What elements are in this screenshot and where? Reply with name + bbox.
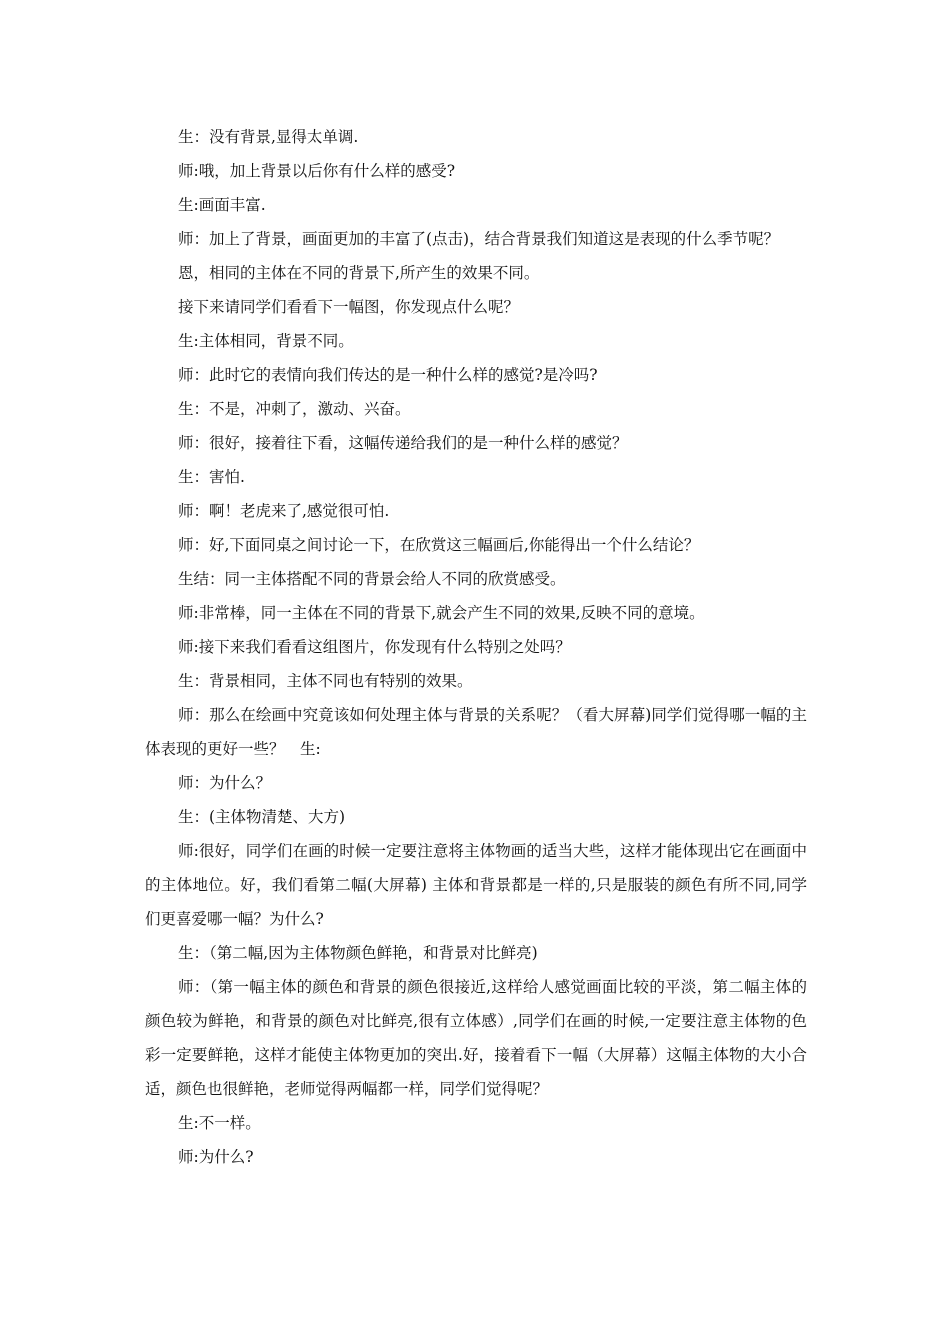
paragraph: 生:不一样。	[178, 1114, 261, 1132]
paragraph: 师:非常棒，同一主体在不同的背景下,就会产生不同的效果,反映不同的意境。	[178, 604, 705, 622]
paragraph: 生结：同一主体搭配不同的背景会给人不同的欣赏感受。	[178, 570, 566, 588]
paragraph: 生：害怕.	[178, 468, 245, 486]
paragraph: 师：此时它的表情向我们传达的是一种什么样的感觉?是冷吗?	[178, 366, 598, 384]
paragraph: 师:哦，加上背景以后你有什么样的感受?	[178, 162, 456, 180]
paragraph: 师：（第一幅主体的颜色和背景的颜色很接近,这样给人感觉画面比较的平淡，第二幅主体的颜色较为鲜艳，和背景的颜色对比鲜亮,很有立体感）,同学们在画的时候,一定要注意主体物的色彩一定要鲜艳，这样才能使主体物更加的突出.好，接着看下一幅（大屏幕）这幅主体物的大小合适，颜色也很鲜艳，老师觉得两幅都一样，同学们觉得呢？	[145, 978, 807, 1098]
paragraph: 师:很好，同学们在画的时候一定要注意将主体物画的适当大些，这样才能体现出它在画面中的主体地位。好，我们看第二幅(大屏幕) 主体和背景都是一样的,只是服装的颜色有所不同,同学们更喜爱哪一幅？为什么?	[145, 842, 807, 928]
paragraph: 师:接下来我们看看这组图片，你发现有什么特别之处吗？	[178, 638, 571, 656]
paragraph: 生：背景相同，主体不同也有特别的效果。	[178, 672, 473, 690]
paragraph: 师：很好，接着往下看，这幅传递给我们的是一种什么样的感觉？	[178, 434, 628, 452]
paragraph: 师：那么在绘画中究竟该如何处理主体与背景的关系呢？（看大屏幕)同学们觉得哪一幅的主体表现的更好一些？ 生:	[145, 706, 807, 758]
paragraph: 师：为什么？	[178, 774, 272, 792]
paragraph: 师：啊！老虎来了,感觉很可怕.	[178, 502, 390, 520]
paragraph: 生：（第二幅,因为主体物颜色鲜艳，和背景对比鲜亮)	[178, 944, 538, 962]
paragraph: 生：不是，冲刺了，激动、兴奋。	[178, 400, 411, 418]
paragraph: 生：没有背景,显得太单调.	[178, 128, 359, 146]
paragraph: 生：(主体物清楚、大方)	[178, 808, 346, 826]
paragraph: 接下来请同学们看看下一幅图，你发现点什么呢？	[178, 298, 520, 316]
paragraph: 师：加上了背景，画面更加的丰富了(点击)，结合背景我们知道这是表现的什么季节呢？	[178, 230, 780, 248]
paragraph: 师：好,下面同桌之间讨论一下，在欣赏这三幅画后,你能得出一个什么结论？	[178, 536, 700, 554]
paragraph: 恩，相同的主体在不同的背景下,所产生的效果不同。	[178, 264, 540, 282]
paragraph: 生:画面丰富.	[178, 196, 266, 214]
paragraph: 师:为什么?	[178, 1148, 254, 1166]
document-body	[145, 120, 807, 1174]
paragraph: 生:主体相同，背景不同。	[178, 332, 354, 350]
